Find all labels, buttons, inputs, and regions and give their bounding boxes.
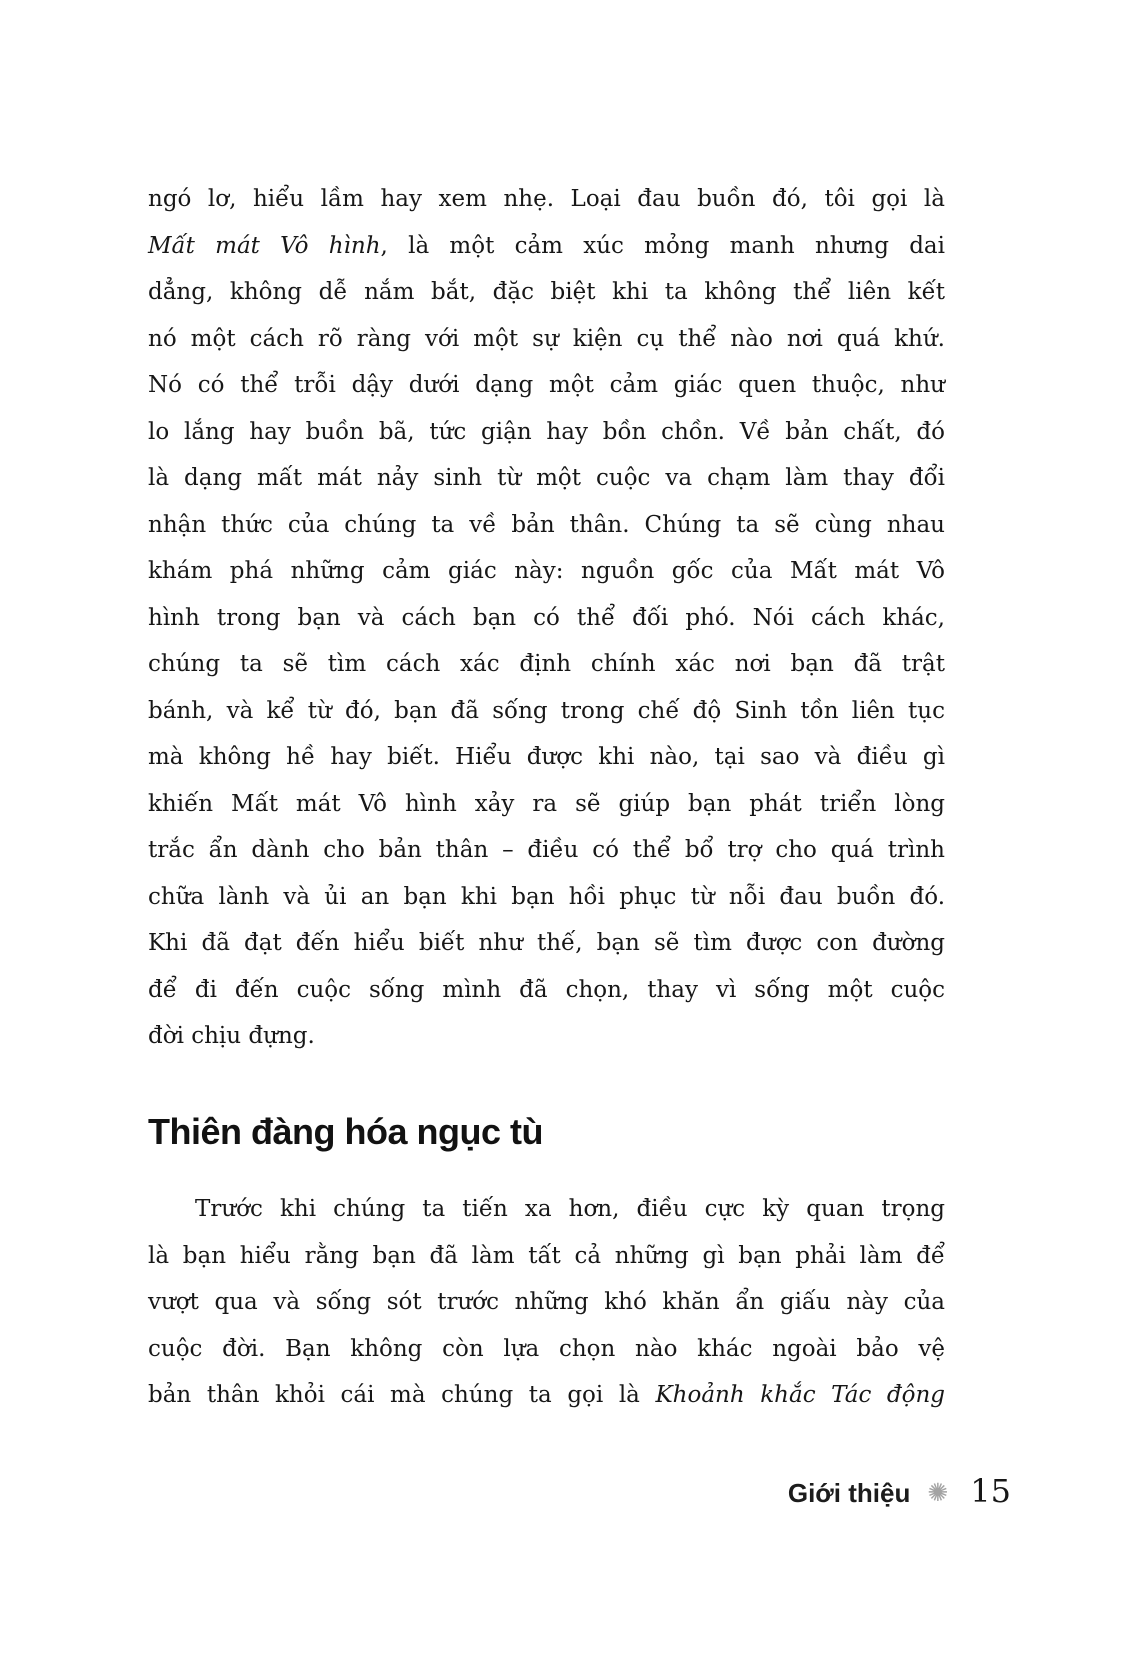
text-segment: chữa lành và ủi an bạn khi bạn hồi phục từ nỗi đau buồn đó.	[148, 883, 945, 910]
text-line	[148, 688, 945, 735]
text-segment: đời chịu đựng.	[148, 1023, 315, 1049]
text-line	[148, 1233, 945, 1280]
text-line	[148, 1186, 945, 1233]
text-line	[148, 455, 945, 502]
text-line	[148, 967, 945, 1014]
text-segment: hình trong bạn và cách bạn có thể đối phó. Nói cách khác,	[148, 604, 945, 631]
text-segment: , là một cảm xúc mỏng manh nhưng dai	[380, 232, 945, 259]
text-line	[148, 316, 945, 363]
text-line	[148, 781, 945, 828]
text-line	[148, 595, 945, 642]
text-line	[148, 1326, 945, 1373]
text-segment: chúng ta sẽ tìm cách xác định chính xác nơi bạn đã trật	[148, 651, 945, 677]
emphasized-term: Mất mát Vô hình	[148, 232, 381, 259]
text-line	[148, 362, 945, 409]
text-segment: trắc ẩn dành cho bản thân – điều có thể bổ trợ cho quá trình	[148, 837, 945, 863]
text-line	[148, 827, 945, 874]
text-line	[148, 874, 945, 921]
text-segment: khiến Mất mát Vô hình xảy ra sẽ giúp bạn phát triển lòng	[148, 790, 945, 817]
chapter-label: Giới thiệu	[787, 1478, 911, 1508]
text-line	[148, 1013, 945, 1060]
paragraph-heaven-prison	[148, 1186, 945, 1419]
text-line	[148, 734, 945, 781]
starburst-ornament-icon: ✺	[927, 1478, 949, 1507]
text-segment: là bạn hiểu rằng bạn đã làm tất cả những gì bạn phải làm để	[148, 1242, 945, 1269]
text-segment: Trước khi chúng ta tiến xa hơn, điều cực kỳ quan trọng	[195, 1196, 945, 1222]
text-line	[148, 641, 945, 688]
emphasized-term: Khoảnh khắc Tác động	[655, 1382, 946, 1408]
text-segment: lo lắng hay buồn bã, tức giận hay bồn chồn. Về bản chất, đó	[148, 418, 945, 445]
text-line	[148, 920, 945, 967]
text-segment: nhận thức của chúng ta về bản thân. Chúng ta sẽ cùng nhau	[148, 511, 945, 538]
text-segment: bánh, và kể từ đó, bạn đã sống trong chế độ Sinh tồn liên tục	[148, 697, 945, 724]
text-segment: khám phá những cảm giác này: nguồn gốc của Mất mát Vô	[148, 558, 945, 584]
text-segment: vượt qua và sống sót trước những khó khăn ẩn giấu này của	[148, 1289, 945, 1315]
text-segment: mà không hề hay biết. Hiểu được khi nào, tại sao và điều gì	[148, 744, 945, 770]
text-segment: ngó lơ, hiểu lầm hay xem nhẹ. Loại đau buồn đó, tôi gọi là	[148, 186, 945, 212]
page-footer	[788, 1472, 1011, 1510]
text-segment: nó một cách rõ ràng với một sự kiện cụ thể nào nơi quá khứ.	[148, 325, 945, 352]
text-segment: Nó có thể trỗi dậy dưới dạng một cảm giác quen thuộc, như	[148, 372, 945, 398]
text-line	[148, 1279, 945, 1326]
text-line	[148, 548, 945, 595]
page-number: 15	[970, 1472, 1011, 1510]
text-segment: cuộc đời. Bạn không còn lựa chọn nào khác ngoài bảo vệ	[148, 1335, 945, 1362]
text-segment: bản thân khỏi cái mà chúng ta gọi là	[148, 1382, 656, 1408]
paragraph-invisible-loss	[148, 176, 945, 1060]
text-segment: dẳng, không dễ nắm bắt, đặc biệt khi ta không thể liên kết	[148, 279, 945, 305]
text-line	[148, 409, 945, 456]
text-segment: là dạng mất mát nảy sinh từ một cuộc va chạm làm thay đổi	[148, 465, 945, 491]
text-line	[148, 502, 945, 549]
text-segment: Khi đã đạt đến hiểu biết như thế, bạn sẽ tìm được con đường	[148, 930, 945, 956]
text-segment: để đi đến cuộc sống mình đã chọn, thay vì sống một cuộc	[148, 976, 945, 1003]
text-line	[148, 176, 945, 223]
text-line	[148, 223, 945, 270]
section-heading: Thiên đàng hóa ngục tù	[148, 1111, 543, 1152]
text-line	[148, 1372, 945, 1419]
text-line	[148, 269, 945, 316]
